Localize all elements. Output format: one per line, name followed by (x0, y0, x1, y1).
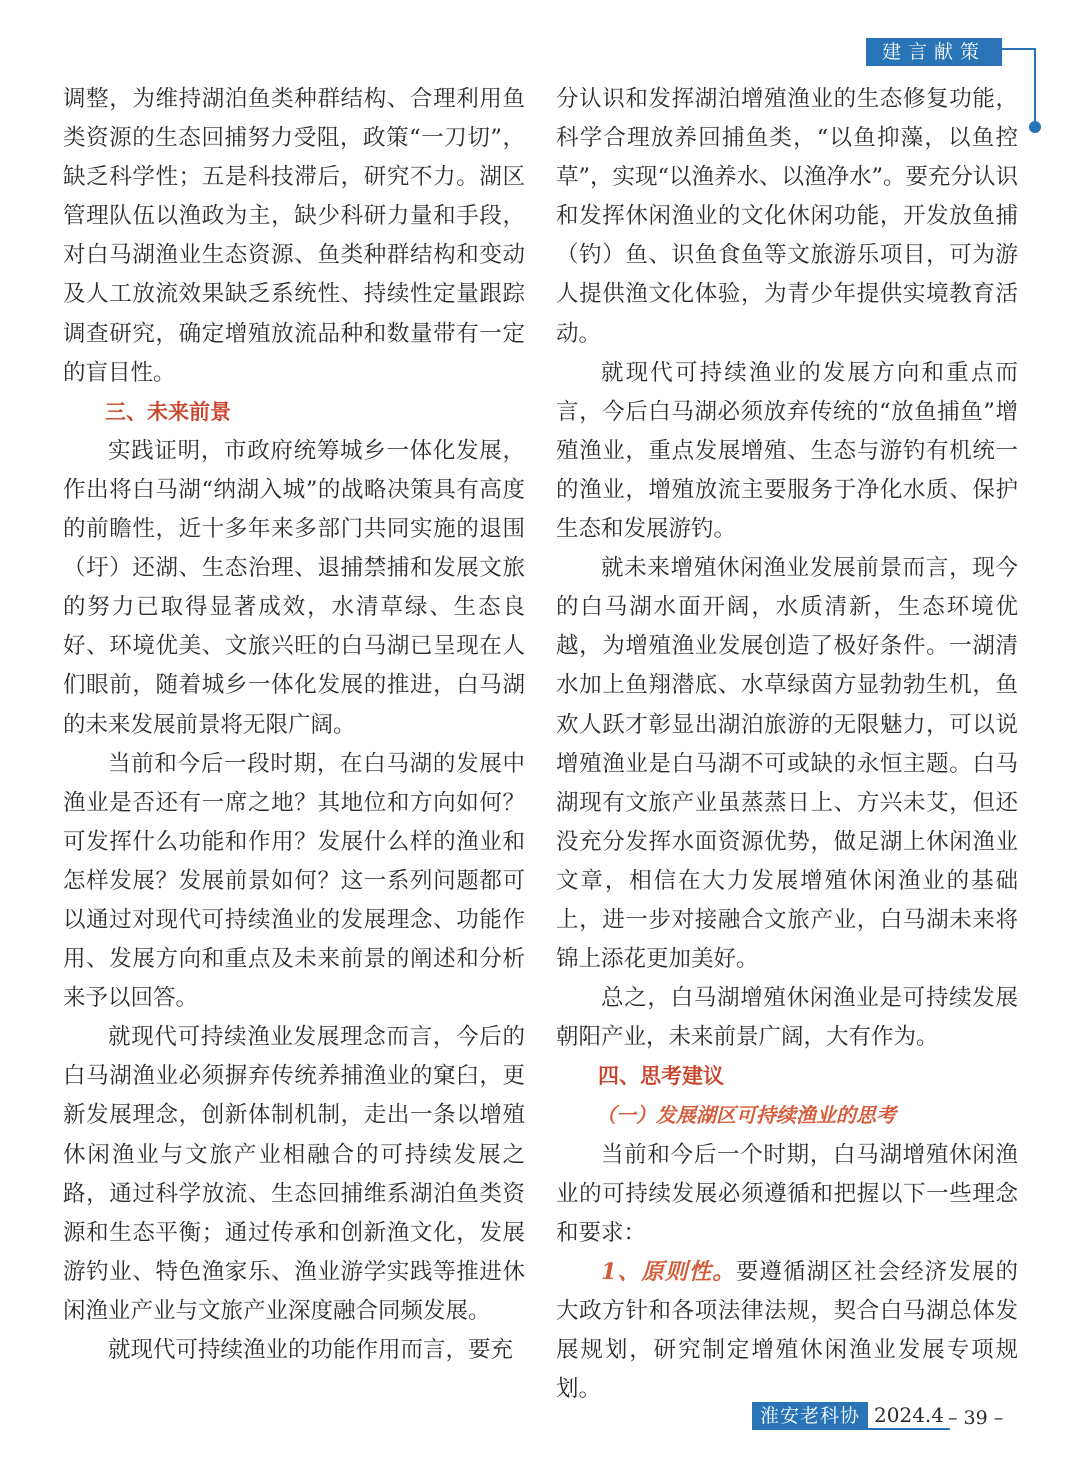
tag-connector-line (1002, 48, 1036, 50)
paragraph: 总之，白马湖增殖休闲渔业是可持续发展朝阳产业，未来前景广阔，大有作为。 (556, 985, 1018, 1051)
paragraph: 当前和今后一段时期，在白马湖的发展中渔业是否还有一席之地？其地位和方向如何？可发挥什么功能和作用？发展什么样的渔业和怎样发展？发展前景如何？这一系列问题都可以通过对现代可持续渔业的发展理念、功能作用、发展方向和重点及未来前景的阐述和分析来予以回答。 (63, 750, 525, 1012)
paragraph-text: 要遵循湖区社会经济发展的大政方针和各项法律法规，契合白马湖总体发展规划，研究制定增殖休闲渔业发展专项规划。 (556, 1258, 1018, 1403)
tag-dot (1029, 121, 1041, 133)
paragraph: 分认识和发挥湖泊增殖渔业的生态修复功能，科学合理放养回捕鱼类，“以鱼抑藻，以鱼控草”，实现“以渔养水、以渔净水”。要充分认识和发挥休闲渔业的文化休闲功能，开发放鱼捕（钓）鱼、识鱼食鱼等文旅游乐项目，可为游人提供渔文化体验，为青少年提供实境教育活动。 (556, 86, 1019, 347)
paragraph: 调整，为维持湖泊鱼类种群结构、合理利用鱼类资源的生态回捕努力受阻，政策“一刀切”，缺乏科学性；五是科技滞后，研究不力。湖区管理队伍以渔政为主，缺少科研力量和手段，对白马湖渔业生态资源、鱼类种群结构和变动及人工放流效果缺乏系统性、持续性定量跟踪调查研究，确定增殖放流品种和数量带有一定的盲目性。 (63, 86, 525, 386)
section-heading: 三、未来前景 (105, 399, 231, 424)
paragraph: 实践证明，市政府统筹城乡一体化发展，作出将白马湖“纳湖入城”的战略决策具有高度的前瞻性，近十多年来多部门共同实施的退围（圩）还湖、生态治理、退捕禁捕和发展文旅的努力已取得显著成效，水清草绿、生态良好、环境优美、文旅兴旺的白马湖已呈现在人们眼前，随着城乡一体化发展的推进，白马湖的未来发展前景将无限广阔。 (63, 437, 525, 738)
paragraph: 当前和今后一个时期，白马湖增殖休闲渔业的可持续发展必须遵循和把握以下一些理念和要求： (556, 1141, 1018, 1246)
paragraph: 就现代可持续渔业发展理念而言，今后的白马湖渔业必须摒弃传统养捕渔业的窠臼，更新发展理念，创新体制机制，走出一条以增殖休闲渔业与文旅产业相融合的可持续发展之路，通过科学放流、生态回捕维系湖泊鱼类资源和生态平衡；通过传承和创新渔文化，发展游钓业、特色渔家乐、渔业游学实践等推进休闲渔业产业与文旅产业深度融合同频发展。 (63, 1024, 525, 1324)
paragraph: 就现代可持续渔业的功能作用而言，要充 (108, 1337, 514, 1363)
section-heading: 四、思考建议 (598, 1064, 724, 1089)
journal-footer (752, 1402, 950, 1430)
paragraph (556, 1253, 1018, 1409)
journal-issue: 2024.4 (868, 1402, 950, 1430)
tag-connector-line-vertical (1034, 48, 1036, 126)
paragraph-lead: 1、原则性。 (601, 1258, 736, 1285)
page-number: – 39 – (948, 1407, 1004, 1429)
paragraph: 就未来增殖休闲渔业发展前景而言，现今的白马湖水面开阔，水质清新，生态环境优越，为增殖渔业发展创造了极好条件。一湖清水加上鱼翔潜底、水草绿茵方显勃勃生机，鱼欢人跃才彰显出湖泊旅游的无限魅力，可以说增殖渔业是白马湖不可或缺的永恒主题。白马湖现有文旅产业虽蒸蒸日上、方兴未艾，但还没充分发挥水面资源优势，做足湖上休闲渔业文章，相信在大力发展增殖休闲渔业的基础上，进一步对接融合文旅产业，白马湖未来将锦上添花更加美好。 (556, 555, 1018, 973)
journal-name: 淮安老科协 (752, 1402, 868, 1430)
section-tag: 建言献策 (866, 38, 1002, 66)
paragraph: 就现代可持续渔业的发展方向和重点而言，今后白马湖必须放弃传统的“放鱼捕鱼”增殖渔业，重点发展增殖、生态与游钓有机统一的渔业，增殖放流主要服务于净化水质、保护生态和发展游钓。 (556, 359, 1018, 543)
right-column (556, 80, 1018, 1409)
subsection-heading: （一）发展湖区可持续渔业的思考 (596, 1103, 896, 1128)
left-column (63, 80, 525, 1370)
